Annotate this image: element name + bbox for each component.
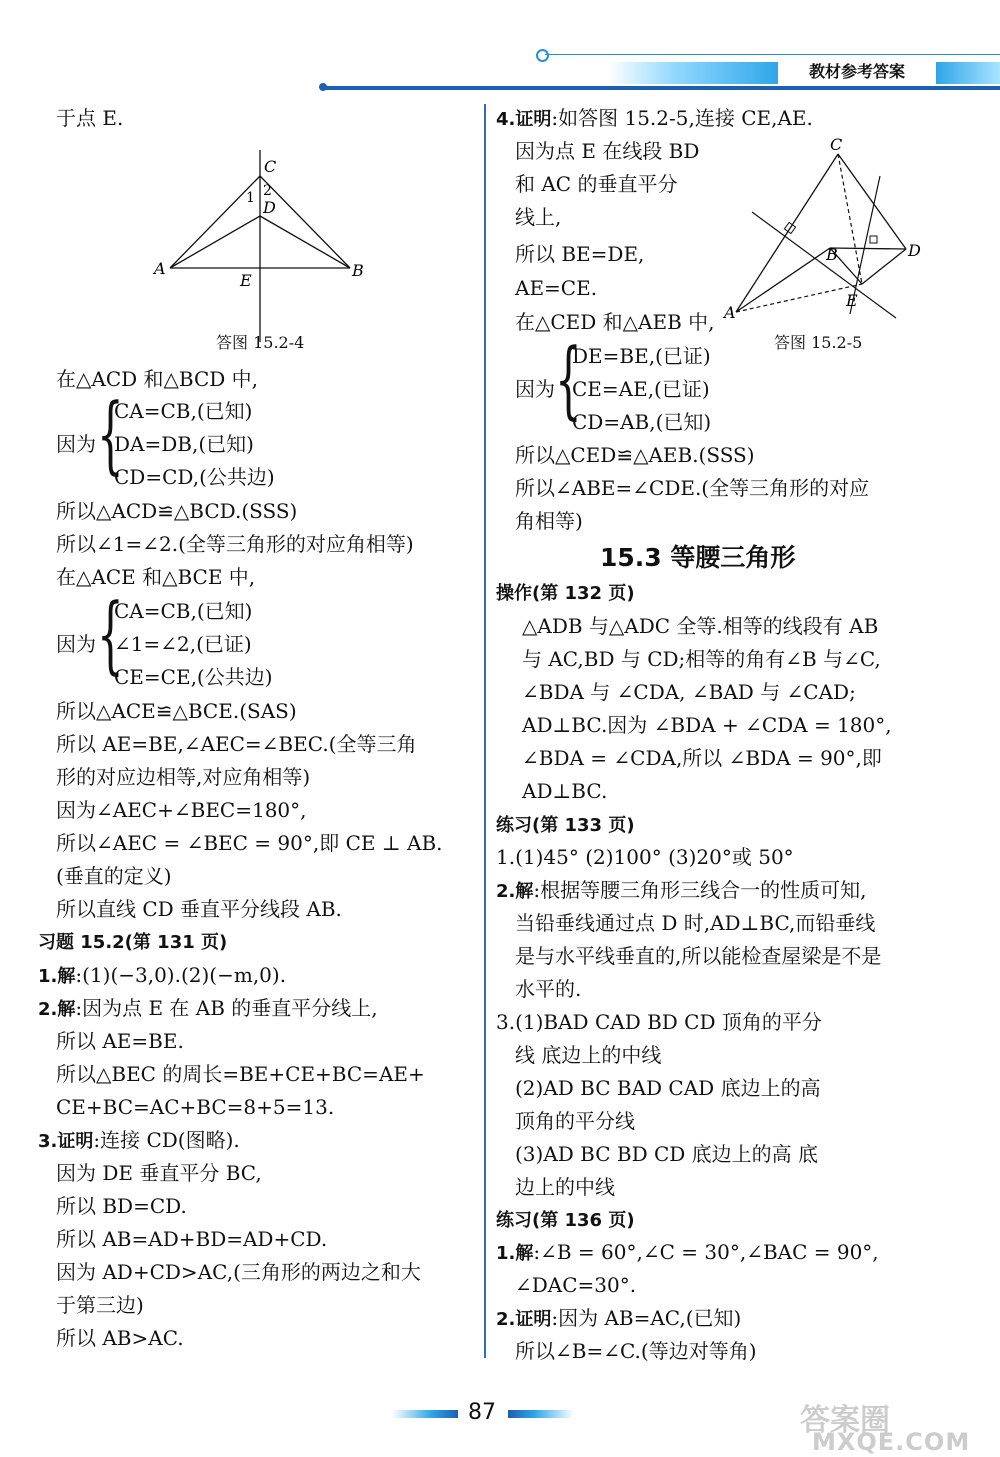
answer-text: :因为点 E 在 AB 的垂直平分线上,: [75, 996, 378, 1020]
text-line: 所以 AE=BE.: [56, 1029, 184, 1053]
text-line: ∠BDA = ∠CDA,所以 ∠BDA = 90°,即: [522, 746, 882, 770]
text-line: ∠BDA 与 ∠CDA, ∠BAD 与 ∠CAD;: [522, 680, 856, 704]
answer-text: :根据等腰三角形三线合一的性质可知,: [533, 878, 867, 902]
text-line: 形的对应边相等,对应角相等): [56, 765, 311, 789]
answer-text: :连接 CD(图略).: [93, 1128, 240, 1152]
text-line: 边上的中线: [515, 1175, 615, 1199]
fig2-label-c: C: [830, 136, 843, 154]
column-divider: [484, 104, 486, 1358]
fig1-label-2: 2: [263, 183, 272, 199]
text-line: 所以∠B=∠C.(等边对等角): [515, 1339, 757, 1363]
text-line: 因为 DE 垂直平分 BC,: [56, 1161, 262, 1185]
text-line: 于第三边): [56, 1293, 144, 1317]
answer-number: 2.解: [496, 881, 534, 902]
fig2-label-a: A: [724, 303, 736, 322]
text-line: 所以 BD=CD.: [56, 1194, 187, 1218]
text-line: 所以 AE=BE,∠AEC=∠BEC.(全等三角: [56, 732, 417, 756]
brace-line: ∠1=∠2,(已证): [114, 632, 252, 656]
figure-15-2-4: [150, 150, 370, 350]
text-line: 所以直线 CD 垂直平分线段 AB.: [56, 897, 342, 921]
answer-text: :(1)(−3,0).(2)(−m,0).: [75, 963, 287, 987]
text-line: 所以 AB>AC.: [56, 1326, 184, 1350]
answer-text: :∠B = 60°,∠C = 30°,∠BAC = 90°,: [533, 1240, 879, 1264]
answer-text: :如答图 15.2-5,连接 CE,AE.: [551, 106, 813, 130]
exercise-heading: 操作(第 132 页): [496, 583, 635, 604]
exercise-heading: 习题 15.2(第 131 页): [38, 932, 228, 953]
figure-caption: 答图 15.2-4: [216, 333, 305, 352]
text-line: 在△CED 和△AEB 中,: [515, 310, 715, 334]
text-line: (3)AD BC BD CD 底边上的高 底: [515, 1142, 819, 1166]
text-line: 所以∠ABE=∠CDE.(全等三角形的对应: [515, 476, 870, 500]
header-line: [322, 86, 1000, 90]
brace-icon: {: [555, 330, 582, 428]
header-band: [608, 62, 778, 84]
text-line: 因为 AD+CD>AC,(三角形的两边之和大: [56, 1260, 421, 1284]
fig2-label-e: E: [846, 291, 858, 310]
answer-line: [38, 994, 378, 1024]
fig2-label-b: B: [826, 245, 838, 264]
figure-caption: 答图 15.2-5: [774, 333, 863, 352]
text-line: 因为∠AEC+∠BEC=180°,: [56, 798, 307, 822]
answer-number: 2.证明: [496, 1309, 552, 1330]
text-line: 在△ACE 和△BCE 中,: [56, 565, 256, 589]
answer-number: 3.证明: [38, 1131, 94, 1152]
page-number-deco-right: [508, 1410, 574, 1418]
answer-line: [38, 1126, 240, 1156]
brace-line: CA=CB,(已知): [114, 399, 253, 423]
text-line: 因为点 E 在线段 BD: [515, 139, 700, 163]
text-line: 于点 E.: [56, 106, 124, 130]
text-line: AE=CE.: [515, 276, 598, 300]
fig1-label-b: B: [352, 261, 364, 280]
brace-line: DE=BE,(已证): [572, 344, 711, 368]
watermark-logo: 答案圈: [800, 1403, 890, 1438]
section-title: 15.3 等腰三角形: [600, 543, 796, 572]
fig1-label-c: C: [264, 157, 277, 176]
fig1-label-1: 1: [246, 190, 255, 206]
header-title: 教材参考答案: [778, 58, 936, 86]
text-line: 线上,: [515, 205, 562, 229]
text-line: CE+BC=AC+BC=8+5=13.: [56, 1095, 335, 1119]
text-line: 3.(1)BAD CAD BD CD 顶角的平分: [496, 1010, 822, 1034]
brace-line: CD=AB,(已知): [572, 410, 712, 434]
text-line: 当铅垂线通过点 D 时,AD⊥BC,而铅垂线: [515, 911, 876, 935]
brace-icon: {: [97, 585, 124, 683]
text-line: AD⊥BC.因为 ∠BDA + ∠CDA = 180°,: [522, 713, 892, 737]
because-label: 因为: [515, 377, 555, 401]
answer-number: 4.证明: [496, 109, 552, 130]
answer-line: [38, 961, 286, 991]
text-line: △ADB 与△ADC 全等.相等的线段有 AB: [522, 614, 879, 638]
brace-line: CE=CE,(公共边): [114, 665, 273, 689]
brace-line: CD=CD,(公共边): [114, 465, 275, 489]
text-line: 和 AC 的垂直平分: [515, 172, 678, 196]
header-band-right: [936, 62, 1000, 84]
answer-number: 2.解: [38, 999, 76, 1020]
text-line: 与 AC,BD 与 CD;相等的角有∠B 与∠C,: [522, 647, 881, 671]
brace-line: CE=AE,(已证): [572, 377, 710, 401]
text-line: AD⊥BC.: [522, 779, 608, 803]
watermark-domain: MXQE.COM: [812, 1428, 971, 1456]
fig1-label-a: A: [154, 259, 166, 278]
because-label: 因为: [56, 432, 96, 456]
text-line: 所以△ACE≌△BCE.(SAS): [56, 699, 297, 723]
brace-icon: {: [97, 385, 124, 483]
because-label: 因为: [56, 632, 96, 656]
brace-line: DA=DB,(已知): [114, 432, 254, 456]
text-line: 角相等): [515, 509, 583, 533]
text-line: (垂直的定义): [56, 864, 172, 888]
page-number-deco-left: [392, 1410, 458, 1418]
text-line: 顶角的平分线: [515, 1109, 635, 1133]
page-number: 87: [468, 1400, 496, 1425]
text-line: ∠DAC=30°.: [515, 1273, 637, 1297]
text-line: (2)AD BC BAD CAD 底边上的高: [515, 1076, 821, 1100]
brace-line: CA=CB,(已知): [114, 599, 253, 623]
text-line: 线 底边上的中线: [515, 1043, 662, 1067]
text-line: 是与水平线垂直的,所以能检查屋梁是不是: [515, 944, 882, 968]
answer-line: [496, 104, 813, 134]
text-line: 所以 BE=DE,: [515, 242, 645, 266]
header-rule: [545, 54, 1000, 55]
text-line: 所以△CED≌△AEB.(SSS): [515, 443, 755, 467]
answer-number: 1.解: [496, 1243, 534, 1264]
text-line: 所以△ACD≌△BCD.(SSS): [56, 499, 298, 523]
answer-number: 1.解: [38, 966, 76, 987]
answer-line: [496, 876, 866, 906]
text-line: 所以∠1=∠2.(全等三角形的对应角相等): [56, 532, 414, 556]
answer-line: [496, 1238, 879, 1268]
figure-15-2-5: [722, 136, 932, 326]
fig2-label-d: D: [908, 241, 921, 260]
text-line: 所以△BEC 的周长=BE+CE+BC=AE+: [56, 1062, 425, 1086]
text-line: 水平的.: [515, 977, 582, 1001]
text-line: 在△ACD 和△BCD 中,: [56, 367, 259, 391]
text-line: 所以 AB=AD+BD=AD+CD.: [56, 1227, 328, 1251]
exercise-heading: 练习(第 133 页): [496, 815, 635, 836]
answer-text: :因为 AB=AC,(已知): [551, 1306, 742, 1330]
exercise-heading: 练习(第 136 页): [496, 1210, 635, 1231]
text-line: 1.(1)45° (2)100° (3)20°或 50°: [496, 845, 794, 869]
answer-line: [496, 1304, 741, 1334]
fig1-label-d: D: [263, 198, 276, 217]
fig1-label-e: E: [240, 271, 252, 290]
header-dot-icon: [536, 49, 549, 62]
text-line: 所以∠AEC = ∠BEC = 90°,即 CE ⊥ AB.: [56, 831, 443, 855]
